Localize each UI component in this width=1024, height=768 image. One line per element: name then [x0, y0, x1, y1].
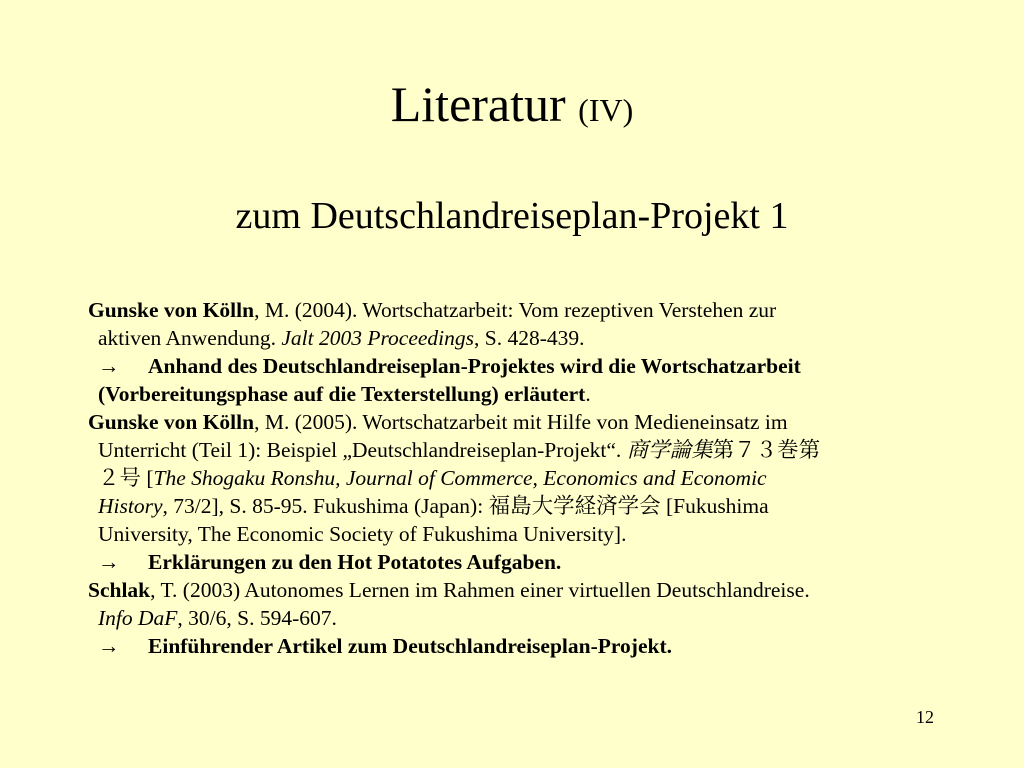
reference-note-text: Einführender Artikel zum Deutschlandreiseplan-Projekt.: [148, 634, 672, 658]
arrow-icon: →: [98, 354, 120, 378]
reference-note: [74, 352, 954, 380]
slide-title: [0, 74, 1024, 140]
reference-journal: Jalt 2003 Proceedings: [281, 326, 474, 350]
reference-list: [74, 296, 954, 660]
arrow-icon: →: [98, 550, 120, 574]
reference-note-text: Erklärungen zu den Hot Potatotes Aufgaben.: [148, 550, 562, 574]
reference-line: University, The Economic Society of Fukushima University].: [98, 522, 627, 546]
reference-text: , S. 428-439.: [474, 326, 585, 350]
reference-text: , M. (2004). Wortschatzarbeit: Vom rezeptiven Verstehen zur: [254, 298, 777, 322]
reference-text: , T. (2003) Autonomes Lernen im Rahmen einer virtuellen Deutschlandreise.: [150, 578, 810, 602]
reference-note-end: .: [585, 382, 591, 406]
reference-note: [74, 380, 954, 408]
reference-journal: The Shogaku Ronshu, Journal of Commerce, Economics and Economic: [153, 466, 767, 490]
reference-text: , M. (2005). Wortschatzarbeit mit Hilfe von Medieneinsatz im: [254, 410, 788, 434]
reference-journal: History: [98, 494, 163, 518]
reference-author: Schlak: [88, 578, 151, 602]
reference-item: [74, 576, 954, 660]
reference-item: [74, 408, 954, 576]
slide-title-suffix: (IV): [578, 92, 634, 128]
page-number: 12: [916, 707, 934, 727]
reference-text: 第７３巻第: [712, 438, 821, 462]
reference-item: [74, 296, 954, 408]
slide-subtitle: zum Deutschlandreiseplan-Projekt 1: [235, 195, 789, 237]
reference-note-text: (Vorbereitungsphase auf die Texterstellung) erläutert: [98, 382, 586, 406]
reference-journal-jp: 商学論集: [626, 438, 713, 462]
reference-author: Gunske von Kölln: [88, 410, 255, 434]
reference-publisher-jp: 福島大学経済学会: [488, 494, 661, 518]
reference-line: [74, 324, 954, 352]
slide-title-main: Literatur: [390, 76, 566, 132]
reference-line: [74, 492, 954, 520]
reference-journal: Info DaF: [98, 606, 178, 630]
reference-line: [74, 576, 954, 604]
reference-note-text: Anhand des Deutschlandreiseplan-Projektes wird die Wortschatzarbeit: [148, 354, 801, 378]
reference-text: aktiven Anwendung.: [98, 326, 282, 350]
arrow-icon: →: [98, 634, 120, 658]
reference-line: [74, 296, 954, 324]
reference-line: [74, 464, 954, 492]
reference-line: [74, 436, 954, 464]
reference-author: Gunske von Kölln: [88, 298, 255, 322]
reference-text: , 73/2], S. 85-95. Fukushima (Japan):: [162, 494, 489, 518]
reference-line: [74, 604, 954, 632]
reference-note: [74, 548, 954, 576]
reference-text: ２号 [: [98, 466, 154, 490]
reference-note: [74, 632, 954, 660]
reference-text: [Fukushima: [660, 494, 769, 518]
reference-line: [74, 408, 954, 436]
reference-text: Unterricht (Teil 1): Beispiel „Deutschlandreiseplan-Projekt“.: [98, 438, 627, 462]
reference-text: , 30/6, S. 594-607.: [177, 606, 337, 630]
